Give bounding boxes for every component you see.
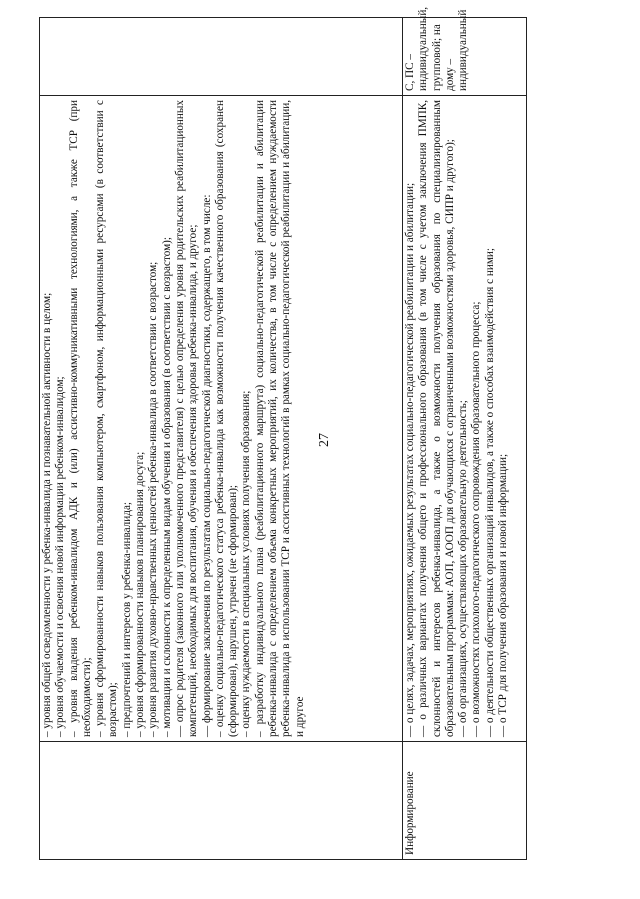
list-item: — формирование заключения по результатам социально-педагогической диагностики, содержащего, в том числе: (200, 194, 213, 737)
list-item: — о деятельности общественных организаций инвалидов, а также о способах взаимодействия с ними; (483, 247, 496, 737)
list-item: – уровня обучаемости и освоения новой информации ребенком-инвалидом; (54, 376, 67, 737)
list-item: – уровня владения ребенком-инвалидом АДК и (или) ассистивно-коммуникативными технологиями, а также ТСР (при необходимости); (67, 100, 93, 737)
list-item: — опрос родителя (законного или уполномоченного представителя) с целью определения уровня родительских реабилитационных компетенций, необходимых для воспитания, обучения и обеспечения здоровья ребенка-инвалида, и другое; (173, 100, 200, 737)
list-item: — о целях, задачах, мероприятиях, ожидаемых результатах социально-педагогической реабилитации и абилитации; (404, 182, 416, 737)
page-number: 27 (317, 433, 332, 447)
list-item: – предпочтений и интересов у ребенка-инвалида; (120, 501, 133, 737)
list-item: – уровня сформированности навыков планирования досуга; (134, 451, 147, 737)
service-content-cell (403, 96, 527, 742)
list-item: – разработку индивидуального плана (реабилитационного маршрута) социально-педагогической реабилитации и абилитации ребенка-инвалида с определением объема конкретных мероприятий, их количества, в том числе с определением нуждаемости ребенка-инвалида в использовании ТСР и ассистивных технологий в рамках социально-педагогической реабилитации и абилитации, и другое (253, 100, 306, 737)
service-form-cell (40, 18, 403, 96)
list-item: – уровня сформированности навыков пользования компьютером, смартфоном, информационными ресурсами (в соответствии с возрастом); (94, 100, 120, 737)
rotated-table-frame (39, 6, 527, 860)
list-item: – уровня развития духовно-нравственных ценностей ребенка-инвалида в соответствии с возрастом; (147, 261, 160, 737)
service-content-cell (40, 96, 403, 742)
table-row (40, 18, 403, 860)
list-item: – мотивации и склонности к определенным видам обучения и образования (в соответствии с возрастом); (160, 236, 173, 737)
list-item: – оценку социально-педагогического статуса ребенка-инвалида как возможности получения качественного образования (сохранен (сформирован), нарушен, утрачен (не сформирован); (213, 100, 240, 737)
list-item: — о возможностях психолого-педагогического сопровождения образовательного процесса; (470, 301, 483, 737)
service-name-cell: Информирование (403, 742, 527, 860)
service-form-cell: С, ПС – индивидуальный, групповой; на дому – индивидуальный (403, 18, 527, 96)
list-item: — о ТСР для получения образования и новой информации; (497, 453, 510, 737)
service-name-cell (40, 742, 403, 860)
list-item: — об организациях, осуществляющих образовательную деятельность; (457, 400, 470, 737)
services-table (39, 6, 527, 860)
table-row (403, 18, 527, 860)
list-item: – оценку нуждаемости в специальных условиях получения образования; (240, 390, 253, 737)
list-item: — о различных вариантах получения общего и профессионального образования (в том числе с учетом заключения ПМПК, склонностей и интересов ребенка-инвалида, а также о возможности получения образования по специализированным образовательным программам: АОП, АООП для обучающихся с ограниченными возможностями здоровья, СИПР и другого); (417, 100, 456, 737)
list-item: – уровня общей осведомленности у ребенка-инвалида и познавательной активности в целом; (41, 292, 53, 737)
